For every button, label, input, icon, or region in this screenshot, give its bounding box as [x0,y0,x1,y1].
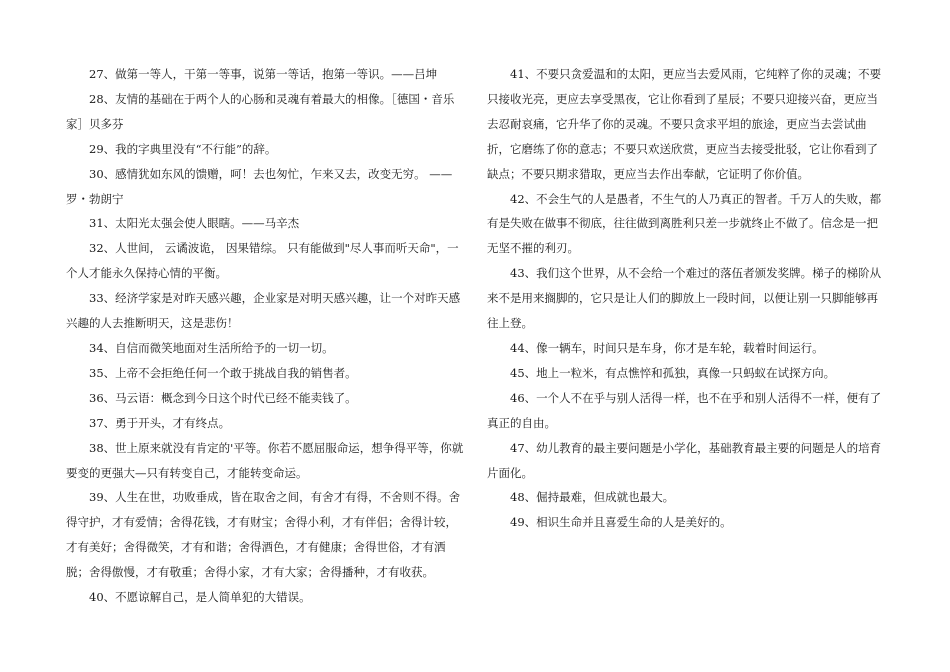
quote-paragraph: 45、地上一粒米，有点憔悴和孤独，真像一只蚂蚁在试探方向。 [510,365,836,380]
quote-paragraph: 30、感情犹如东风的馈赠，呵！去也匆忙，乍来又去，改变无穷。 ——罗・勃朗宁 [66,166,453,206]
right-quote-column [487,62,887,535]
quote-paragraph: 42、不会生气的人是愚者，不生气的人乃真正的智者。千万人的失败，都有是失败在做事不彻底，往往做到离胜利只差一步就终止不做了。信念是一把无坚不摧的利刃。 [487,191,882,256]
quote-paragraph: 36、马云语：概念到今日这个时代已经不能卖钱了。 [89,390,357,405]
quote-paragraph: 31、太阳光太强会使人眼瞎。——马辛杰 [89,216,300,231]
quote-paragraph: 47、幼儿教育的最主要问题是小学化，基础教育最主要的问题是人的培育片面化。 [487,440,882,480]
quote-paragraph: 33、经济学家是对昨天感兴趣，企业家是对明天感兴趣，让一个对昨天感兴趣的人去推断明天，这是悲伤！ [66,291,461,331]
quote-paragraph: 32、人世间， 云谲波诡， 因果错综。 只有能做到"尽人事而听天命"，一个人才能永久保持心情的平衡。 [66,241,459,281]
quote-paragraph: 41、不要只贪爱温和的太阳，更应当去爱风雨，它纯粹了你的灵魂；不要只接收光亮，更应去享受黑夜，它让你看到了星辰；不要只迎接兴奋，更应当去忍耐哀痛，它升华了你的灵魂。不要只贪求平坦的旅途，更应当去尝试曲折，它磨练了你的意志；不要只欢送欣赏，更应当去接受批驳，它让你看到了缺点；不要只期求猎取，更应当去作出奉献，它证明了你价值。 [487,67,882,181]
quote-paragraph: 44、像一辆车，时间只是车身，你才是车轮，载着时间运行。 [510,340,824,355]
quote-paragraph: 29、我的字典里没有“不行能”的辞。 [89,141,277,156]
left-quote-column [66,62,466,610]
quote-paragraph: 43、我们这个世界，从不会给一个难过的落伍者颁发奖牌。梯子的梯阶从来不是用来搁脚的，它只是让人们的脚放上一段时间，以便让别一只脚能够再往上登。 [487,266,882,331]
quote-paragraph: 46、一个人不在乎与别人活得一样，也不在乎和别人活得不一样，便有了真正的自由。 [487,390,882,430]
quote-paragraph: 37、勇于开头，才有终点。 [89,415,231,430]
quote-paragraph: 28、友情的基础在于两个人的心肠和灵魂有着最大的相像。［德国・音乐家］贝多芬 [66,91,455,131]
quote-paragraph: 39、人生在世，功败垂成，皆在取舍之间，有舍才有得，不舍则不得。舍得守护，才有爱情；舍得花钱，才有财宝；舍得小利，才有伴侣；舍得计较，才有美好；舍得微笑，才有和谐；舍得酒色，才有健康；舍得世俗，才有洒脱；舍得傲慢，才有敬重；舍得小家，才有大家；舍得播种，才有收获。 [66,490,461,580]
quote-paragraph: 48、倔持最难，但成就也最大。 [510,490,675,505]
quote-paragraph: 27、做第一等人，干第一等事，说第一等话，抱第一等识。——吕坤 [89,67,438,81]
quote-paragraph: 49、相识生命并且喜爱生命的人是美好的。 [510,515,732,530]
quote-paragraph: 38、世上原来就没有肯定的'平等。你若不愿屈服命运，想争得平等，你就要变的更强大—只有转变自己，才能转变命运。 [66,440,464,480]
quote-paragraph: 34、自信而微笑地面对生活所给予的一切一切。 [89,340,334,355]
quote-paragraph: 40、不愿谅解自己，是人简单犯的大错误。 [89,590,311,605]
quote-paragraph: 35、上帝不会拒绝任何一个敢于挑战自我的销售者。 [89,365,357,380]
